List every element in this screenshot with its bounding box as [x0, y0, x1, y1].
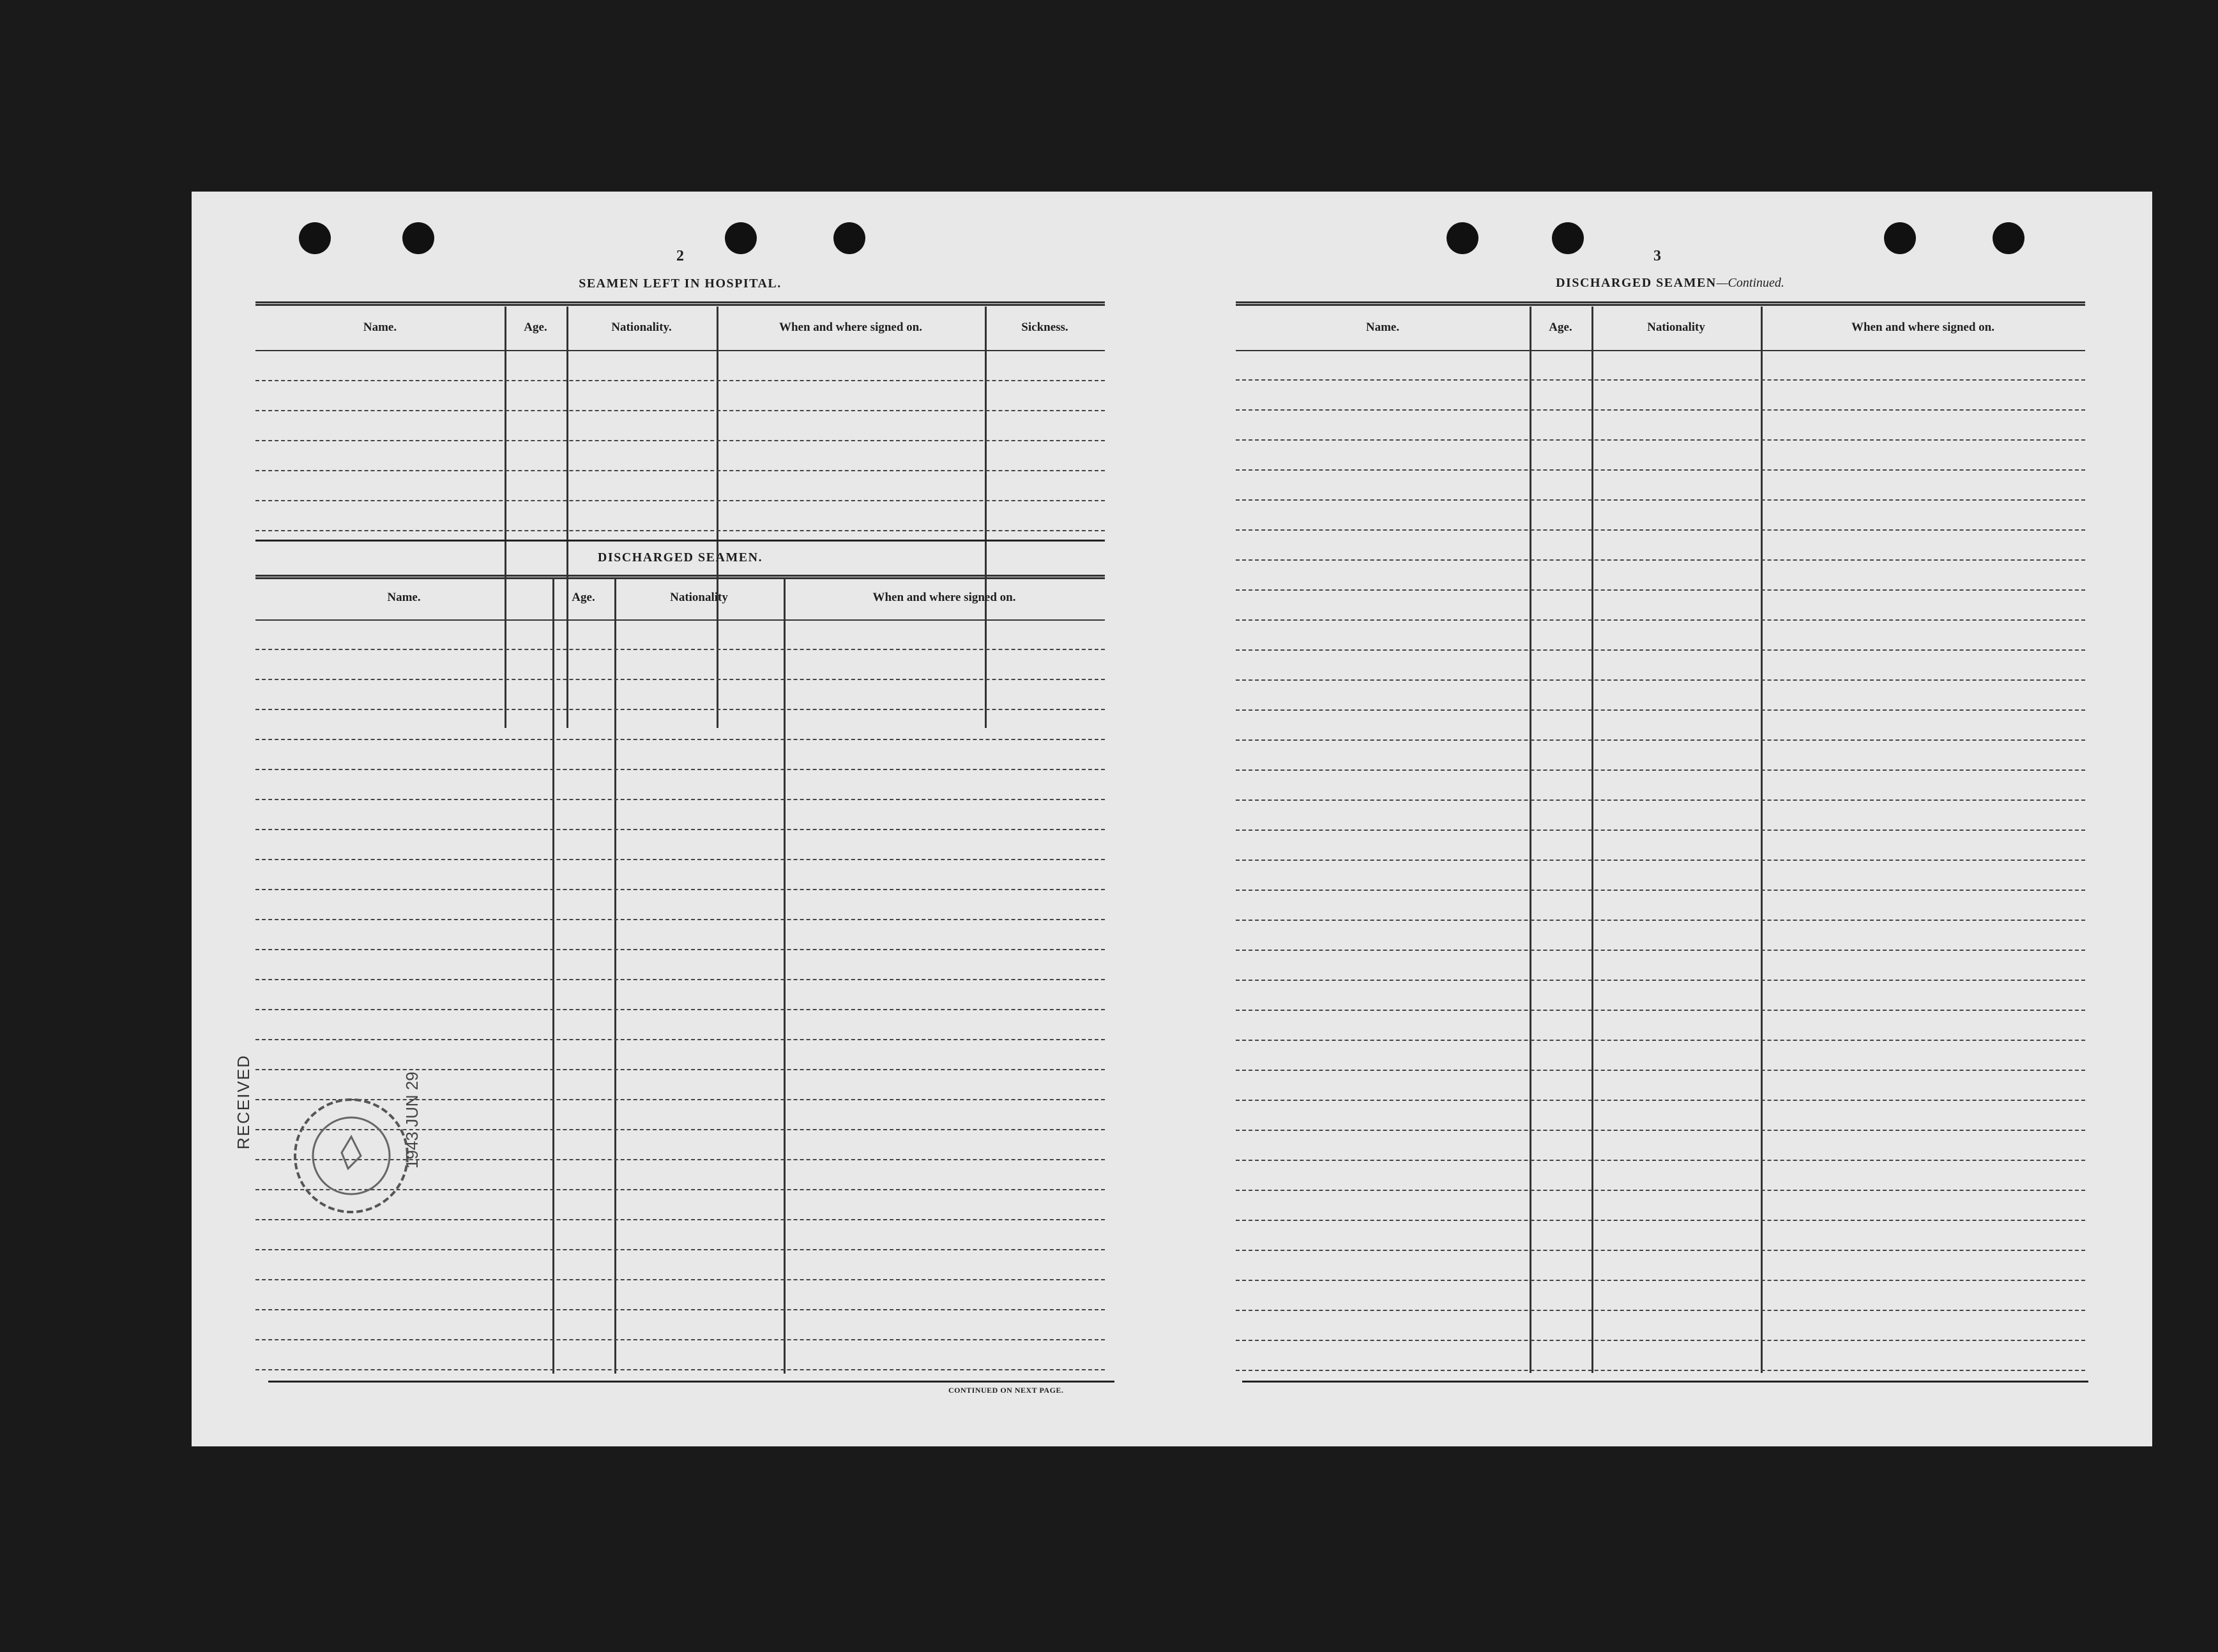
punch-hole: [833, 222, 865, 254]
right-col-divider: [1591, 307, 1593, 1373]
entry-line: [255, 1309, 1105, 1310]
stamp-date: 1943 JUN 29: [402, 1072, 422, 1169]
right-title-continued: —Continued.: [1716, 276, 1784, 290]
entry-line: [1236, 830, 2085, 831]
right-bottom-rule: [1242, 1381, 2088, 1383]
entry-line: [1236, 1250, 2085, 1251]
entry-line: [255, 709, 1105, 710]
entry-line: [1236, 1040, 2085, 1041]
document-sheet: [192, 192, 2152, 1446]
right-page: [1169, 192, 2152, 1446]
hospital-col-divider: [717, 307, 718, 728]
entry-line: [255, 799, 1105, 800]
hospital-col-sickness: Sickness.: [1021, 321, 1068, 334]
entry-line: [1236, 1070, 2085, 1071]
entry-line: [255, 1069, 1105, 1070]
entry-line: [255, 679, 1105, 680]
entry-line: [1236, 1190, 2085, 1191]
entry-line: [255, 889, 1105, 890]
entry-line: [1236, 409, 2085, 411]
entry-line: [255, 1279, 1105, 1280]
discharged-col-name: Name.: [387, 591, 421, 604]
entry-line: [255, 1039, 1105, 1040]
entry-line: [255, 1009, 1105, 1010]
discharged-bottom-rule: [268, 1381, 1114, 1383]
right-col-divider: [1530, 307, 1531, 1373]
right-col-age: Age.: [1549, 321, 1572, 334]
entry-line: [1236, 950, 2085, 951]
punch-hole: [1884, 222, 1916, 254]
entry-line: [255, 470, 1105, 471]
entry-line: [1236, 1220, 2085, 1221]
punch-hole: [725, 222, 757, 254]
entry-line: [255, 859, 1105, 860]
hospital-col-signed-on: When and where signed on.: [779, 321, 922, 334]
discharged-top-rule: [255, 575, 1105, 579]
entry-line: [255, 380, 1105, 381]
entry-line: [1236, 799, 2085, 801]
entry-line: [255, 949, 1105, 950]
entry-line: [1236, 469, 2085, 471]
entry-line: [1236, 1130, 2085, 1131]
entry-line: [1236, 1340, 2085, 1341]
entry-line: [255, 829, 1105, 830]
punch-hole: [299, 222, 331, 254]
entry-line: [255, 739, 1105, 740]
entry-line: [255, 410, 1105, 411]
entry-line: [1236, 980, 2085, 981]
right-col-name: Name.: [1365, 321, 1400, 334]
right-title-main: DISCHARGED SEAMEN: [1556, 276, 1717, 290]
punch-hole: [1552, 222, 1584, 254]
entry-line: [1236, 379, 2085, 381]
hospital-col-divider: [985, 307, 987, 728]
punch-hole: [1993, 222, 2024, 254]
entry-line: [1236, 709, 2085, 711]
entry-line: [1236, 920, 2085, 921]
entry-line: [1236, 860, 2085, 861]
hospital-header-rule: [255, 350, 1105, 351]
entry-line: [1236, 769, 2085, 771]
discharged-col-nationality: Nationality: [670, 591, 728, 604]
discharged-col-divider: [614, 579, 616, 1374]
hospital-col-divider: [505, 307, 506, 728]
entry-line: [255, 1249, 1105, 1250]
received-stamp: [287, 1092, 422, 1220]
entry-line: [1236, 439, 2085, 441]
entry-line: [1236, 1370, 2085, 1371]
entry-line: [1236, 529, 2085, 531]
hospital-section-title: SEAMEN LEFT IN HOSPITAL.: [579, 277, 782, 291]
hospital-col-divider: [566, 307, 568, 728]
entry-line: [1236, 1280, 2085, 1281]
entry-line: [255, 1369, 1105, 1370]
right-col-signed-on: When and where signed on.: [1851, 321, 1994, 334]
entry-line: [1236, 1010, 2085, 1011]
entry-line: [1236, 1100, 2085, 1101]
entry-line: [255, 769, 1105, 770]
discharged-col-divider: [784, 579, 786, 1374]
entry-line: [255, 979, 1105, 980]
page-number: 2: [676, 248, 684, 264]
entry-line: [1236, 619, 2085, 621]
received-label: RECEIVED: [234, 1054, 253, 1149]
discharged-header-rule: [255, 619, 1105, 621]
entry-line: [255, 1339, 1105, 1340]
entry-line: [1236, 649, 2085, 651]
right-col-nationality: Nationality: [1647, 321, 1705, 334]
punch-hole: [1447, 222, 1478, 254]
entry-line: [1236, 1310, 2085, 1311]
right-section-title: [1514, 276, 1827, 291]
discharged-col-divider: [552, 579, 554, 1374]
entry-line: [1236, 1160, 2085, 1161]
entry-line: [255, 530, 1105, 531]
entry-line: [255, 919, 1105, 920]
hospital-col-name: Name.: [363, 321, 397, 334]
right-top-rule: [1236, 301, 2085, 306]
entry-line: [1236, 559, 2085, 561]
entry-line: [255, 500, 1105, 501]
discharged-col-age: Age.: [572, 591, 595, 604]
right-header-rule: [1236, 350, 2085, 351]
punch-hole: [402, 222, 434, 254]
discharged-col-signed-on: When and where signed on.: [872, 591, 1016, 604]
entry-line: [1236, 499, 2085, 501]
hospital-bottom-rule: [255, 540, 1105, 542]
entry-line: [255, 440, 1105, 441]
continued-note: CONTINUED ON NEXT PAGE.: [948, 1386, 1064, 1395]
entry-line: [1236, 890, 2085, 891]
hospital-col-nationality: Nationality.: [611, 321, 672, 334]
entry-line: [1236, 739, 2085, 741]
entry-line: [1236, 589, 2085, 591]
entry-line: [1236, 679, 2085, 681]
right-col-divider: [1761, 307, 1763, 1373]
hospital-col-age: Age.: [524, 321, 547, 334]
left-page: [192, 192, 1169, 1446]
page-number: 3: [1653, 248, 1661, 264]
entry-line: [255, 649, 1105, 650]
discharged-section-title: DISCHARGED SEAMEN.: [597, 550, 763, 565]
hospital-top-rule: [255, 301, 1105, 306]
